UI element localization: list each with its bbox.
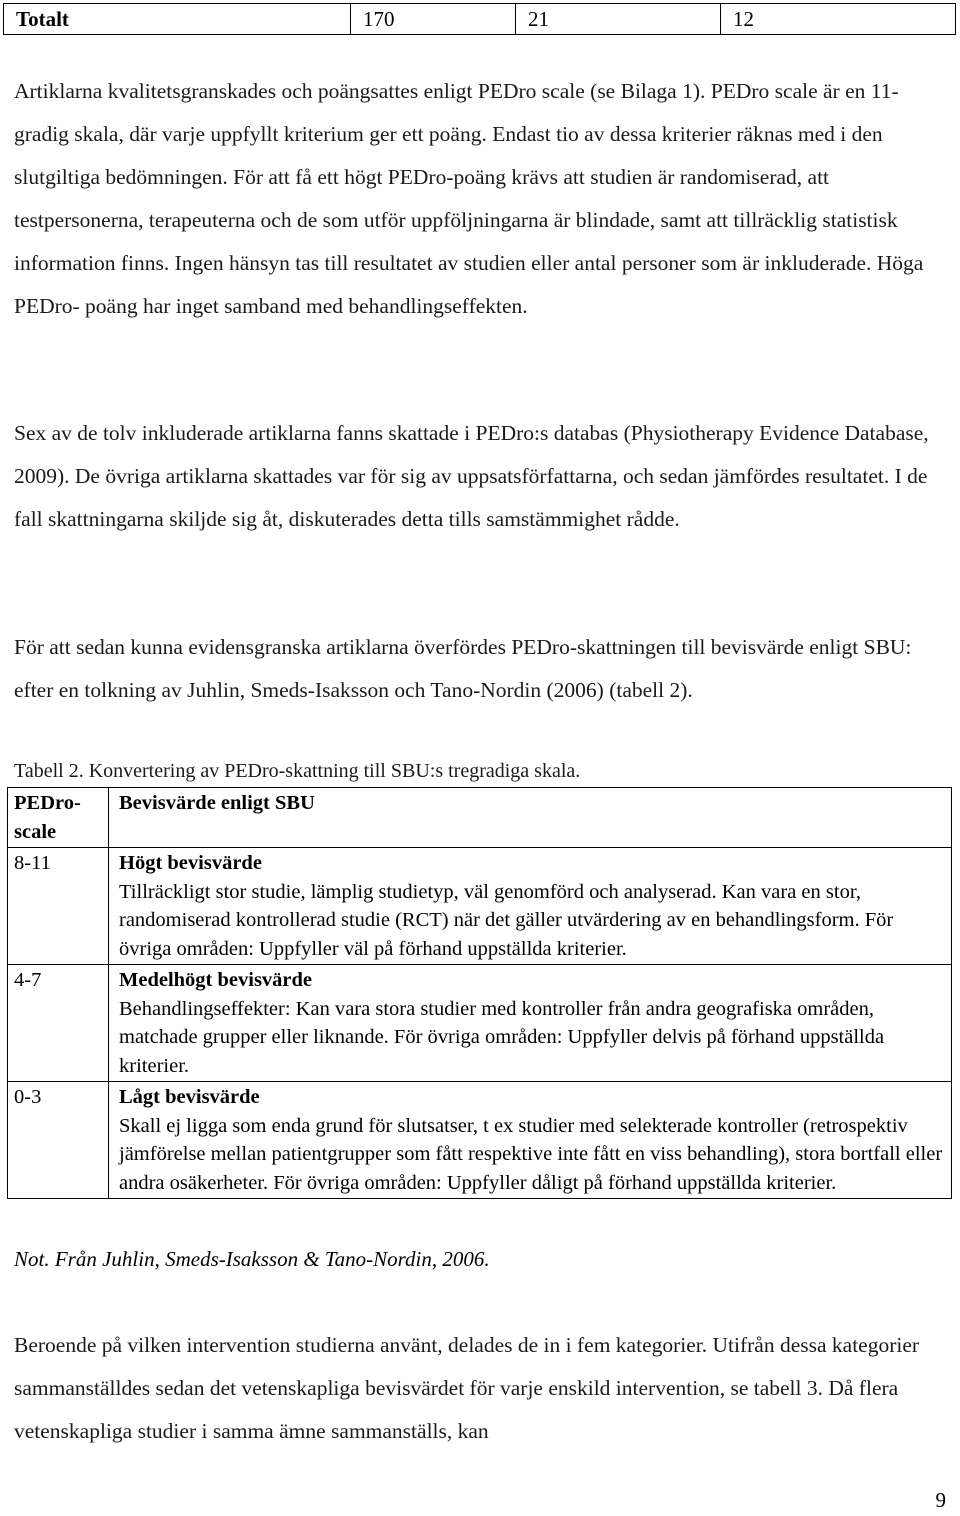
sbu-conversion-table — [7, 787, 952, 1199]
table-header-row — [8, 788, 952, 848]
header-value: Bevisvärde enligt SBU — [109, 788, 952, 848]
paragraph-pedro-scale: Artiklarna kvalitetsgranskades och poängsattes enligt PEDro scale (se Bilaga 1). PEDro scale är en 11-gradig skala, där varje uppfyllt kriterium ger ett poäng. Endast tio av dessa kriterier räknas med i den slutgiltiga bedömningen. För att få ett högt PEDro-poäng krävs att studien är randomiserad, att testpersonerna, terapeuterna och de som utför uppföljningarna är blindade, samt att tillräcklig statistisk information finns. Ingen hänsyn tas till resultatet av studien eller antal personer som är inkluderade. Höga PEDro- poäng har inget samband med behandlingseffekten. — [14, 79, 924, 318]
table-row — [8, 965, 952, 1082]
totals-value: 170 — [351, 4, 516, 35]
totals-value: 21 — [516, 4, 721, 35]
value-cell — [109, 848, 952, 965]
table-caption: Tabell 2. Konvertering av PEDro-skattning till SBU:s tregradiga skala. — [14, 760, 581, 782]
score-cell: 4-7 — [8, 965, 109, 1082]
grade-label: Lågt bevisvärde — [119, 1086, 260, 1108]
grade-label: Högt bevisvärde — [119, 852, 262, 874]
grade-label: Medelhögt bevisvärde — [119, 969, 313, 991]
table-row — [8, 1082, 952, 1199]
paragraph-database: Sex av de tolv inkluderade artiklarna fanns skattade i PEDro:s databas (Physiotherapy Evidence Database, 2009). De övriga artiklarna skattades var för sig av uppsatsförfattarna, och sedan jämfördes resultatet. I de fall skattningarna skiljde sig åt, diskuterades detta tills samstämmighet rådde. — [14, 421, 929, 531]
grade-description: Tillräckligt stor studie, lämplig studietyp, väl genomförd och analyserad. Kan vara en stor, randomiserad kontrollerad studie (RCT) när det gäller utvärdering av en behandlingsform. För övriga områden: Uppfyller väl på förhand uppställda kriterier. — [119, 880, 894, 960]
header-score: PEDro-scale — [8, 788, 109, 848]
totals-label: Totalt — [4, 4, 351, 35]
page-number: 9 — [935, 1488, 946, 1512]
table-note: Not. Från Juhlin, Smeds-Isaksson & Tano-Nordin, 2006. — [14, 1247, 490, 1271]
grade-description: Skall ej ligga som enda grund för slutsatser, t ex studier med selekterade kontroller (retrospektiv jämförelse mellan patientgrupper som fått respektive inte fått en viss behandling), stora bortfall eller andra osäkerheter. För övriga områden: Uppfyller dåligt på förhand uppställda kriterier. — [119, 1114, 943, 1194]
table-row — [8, 848, 952, 965]
score-cell: 8-11 — [8, 848, 109, 965]
totals-value: 12 — [721, 4, 956, 35]
value-cell — [109, 1082, 952, 1199]
score-cell: 0-3 — [8, 1082, 109, 1199]
paragraph-sbu-conversion: För att sedan kunna evidensgranska artiklarna överfördes PEDro-skattningen till bevisvärde enligt SBU: efter en tolkning av Juhlin, Smeds-Isaksson och Tano-Nordin (2006) (tabell 2). — [14, 635, 912, 702]
paragraph-categories: Beroende på vilken intervention studierna använt, delades de in i fem kategorier. Utifrån dessa kategorier sammanställdes sedan det vetenskapliga bevisvärdet för varje enskild intervention, se tabell 3. Då flera vetenskapliga studier i samma ämne sammanställs, kan — [14, 1333, 920, 1443]
value-cell — [109, 965, 952, 1082]
totals-table — [3, 3, 956, 35]
grade-description: Behandlingseffekter: Kan vara stora studier med kontroller från andra geografiska områden, matchade grupper eller liknande. För övriga områden: Uppfyller delvis på förhand uppställda kriterier. — [119, 997, 885, 1077]
table-row — [4, 4, 956, 35]
